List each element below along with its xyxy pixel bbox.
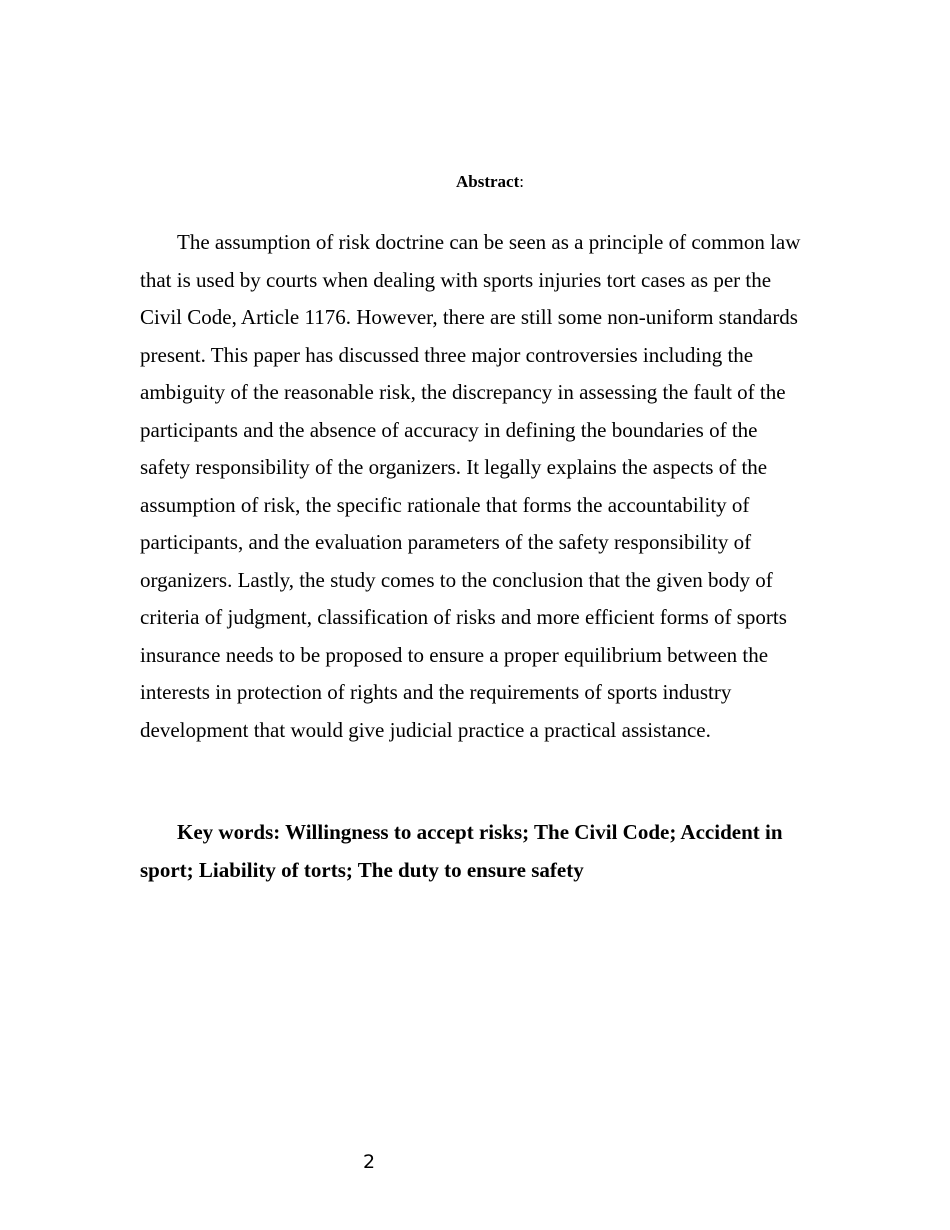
page-number: 2 (362, 1151, 376, 1173)
keywords-paragraph: Key words: Willingness to accept risks; The Civil Code; Accident in sport; Liability of torts; The duty to ensure safety (140, 820, 783, 882)
abstract-paragraph: The assumption of risk doctrine can be seen as a principle of common law that is used by courts when dealing with sports injuries tort cases as per the Civil Code, Article 1176. However, there are still some non-uniform standards present. This paper has discussed three major controversies including the ambiguity of the reasonable risk, the discrepancy in assessing the fault of the participants and the absence of accuracy in defining the boundaries of the safety responsibility of the organizers. It legally explains the aspects of the assumption of risk, the specific rationale that forms the accountability of participants, and the evaluation parameters of the safety responsibility of organizers. Lastly, the study comes to the conclusion that the given body of criteria of judgment, classification of risks and more efficient forms of sports insurance needs to be proposed to ensure a proper equilibrium between the interests in protection of rights and the requirements of sports industry development that would give judicial practice a practical assistance. (140, 230, 801, 742)
abstract-heading-title: Abstract (456, 172, 520, 191)
abstract-heading-colon: : (519, 172, 524, 191)
abstract-heading (140, 171, 840, 193)
